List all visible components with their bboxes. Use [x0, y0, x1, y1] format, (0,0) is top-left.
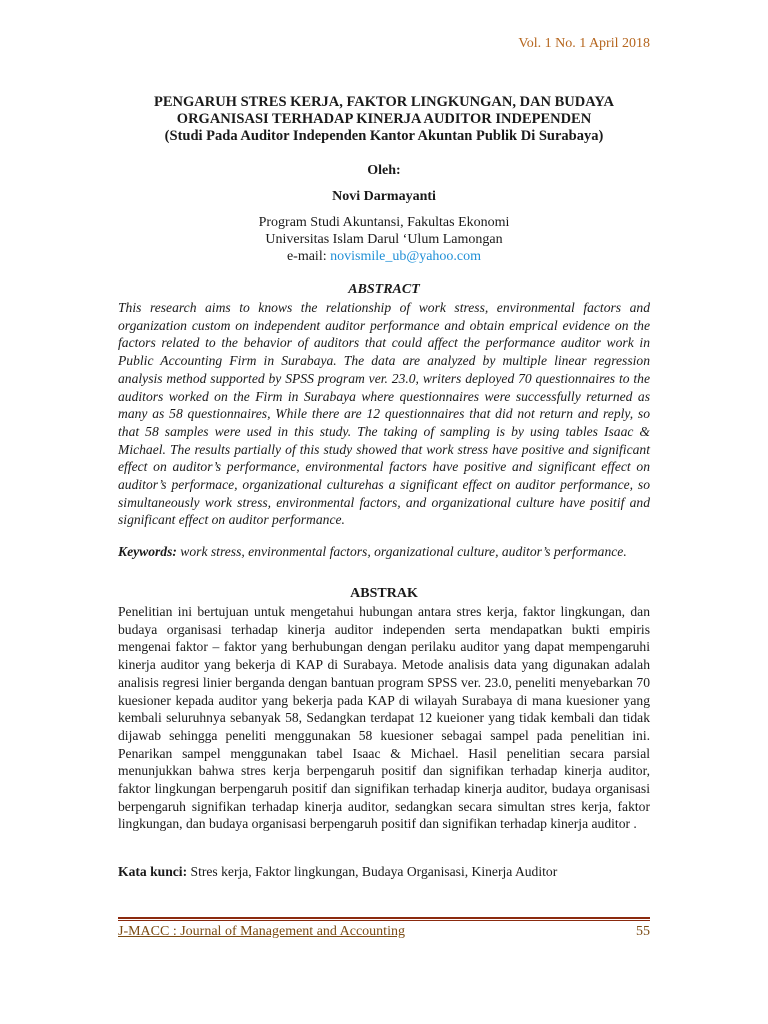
footer-rule	[118, 917, 650, 919]
affiliation-line-1: Program Studi Akuntansi, Fakultas Ekonomi	[258, 215, 510, 230]
journal-name: J-MACC : Journal of Management and Accounting	[118, 924, 405, 939]
abstract-body: This research aims to knows the relationship of work stress, environmental factors and organization custom on independent auditor performance and obtain emprical evidence on the factors related to the behavior of auditors that could affect the performance auditor work in Public Accounting Firm in Surabaya. The data are analyzed by multiple linear regression analysis method supported by SPSS program ver. 23.0, writers deployed 70 questionnaires to the auditors worked on the Firm in Surabaya where questionnaires were successfully returned as many as 58 questionnaires, While there are 12 questionnaires that did not return and reply, so that 58 samples were used in this study. The taking of sampling is by using tables Isaac & Michael. The results partially of this study showed that work stress have positive and significant effect on auditor’s performance, environmental factors have positive and significant effect on auditor’s performace, organizational culturehas a significant effect on auditor performance, so simultaneously work stress, environmental factors, and organizational culture have positif and significant effect on auditor performance.	[118, 300, 650, 528]
email-link[interactable]: novismile_ub@yahoo.com	[330, 249, 482, 264]
title-line-1: PENGARUH STRES KERJA, FAKTOR LINGKUNGAN, DAN BUDAYA	[153, 94, 615, 110]
paper-title	[118, 94, 650, 145]
footer-rule-thin	[118, 920, 650, 921]
kata-kunci-line	[118, 863, 650, 881]
keywords-text: work stress, environmental factors, organizational culture, auditor’s performance.	[176, 544, 627, 559]
page-number: 55	[636, 924, 650, 939]
keywords-label: Keywords:	[118, 544, 177, 559]
abstrak-heading: ABSTRAK	[350, 586, 418, 601]
kata-kunci-text: Stres kerja, Faktor lingkungan, Budaya Organisasi, Kinerja Auditor	[187, 864, 558, 879]
by-label: Oleh:	[367, 163, 401, 178]
title-subtitle: (Studi Pada Auditor Independen Kantor Akuntan Publik Di Surabaya)	[164, 128, 604, 144]
issue-info: Vol. 1 No. 1 April 2018	[518, 36, 650, 51]
keywords-line	[118, 543, 650, 561]
abstrak-body: Penelitian ini bertujuan untuk mengetahui hubungan antara stres kerja, faktor lingkungan, dan budaya organisasi terhadap kinerja auditor independen serta mendapatkan bukti empiris mengenai faktor – faktor yang berhubungan dengan perilaku auditor yang dapat mempengaruhi kinerja auditor yang bekerja di KAP di Surabaya. Metode analisis data yang digunakan adalah analisis regresi linier berganda dengan bantuan program SPSS ver. 23.0, peneliti menyebarkan 70 kuesioner kepada auditor yang bekerja pada KAP di wilayah Surabaya di mana kuesioner yang kembali seluruhnya sebanyak 58, Sedangkan terdapat 12 kueioner yang tidak kembali dan tidak dijawab sehingga peneliti menggunakan 58 kuesioner sebagai sampel pada penelitian ini. Penarikan sampel menggunakan tabel Isaac & Michael. Hasil penelitian secara parsial menunjukkan bahwa stres kerja berpengaruh positif dan signifikan terhadap kinerja auditor, faktor lingkungan berpengaruh positif dan signifikan terhadap kinerja auditor, budaya organisasi berpengaruh signifikan terhadap kinerja auditor, sedangkan secara simultan stres kerja, faktor lingkungan, dan budaya organisasi berpengaruh positif dan signifikan terhadap kinerja auditor .	[118, 604, 650, 832]
title-line-2: ORGANISASI TERHADAP KINERJA AUDITOR INDEPENDEN	[176, 111, 592, 127]
author-name: Novi Darmayanti	[332, 189, 436, 204]
abstract-heading: ABSTRACT	[348, 282, 420, 297]
email-label: e-mail:	[286, 249, 331, 264]
email-line	[118, 249, 650, 265]
kata-kunci-label: Kata kunci:	[118, 864, 188, 879]
affiliation-line-2: Universitas Islam Darul ‘Ulum Lamongan	[265, 232, 503, 247]
